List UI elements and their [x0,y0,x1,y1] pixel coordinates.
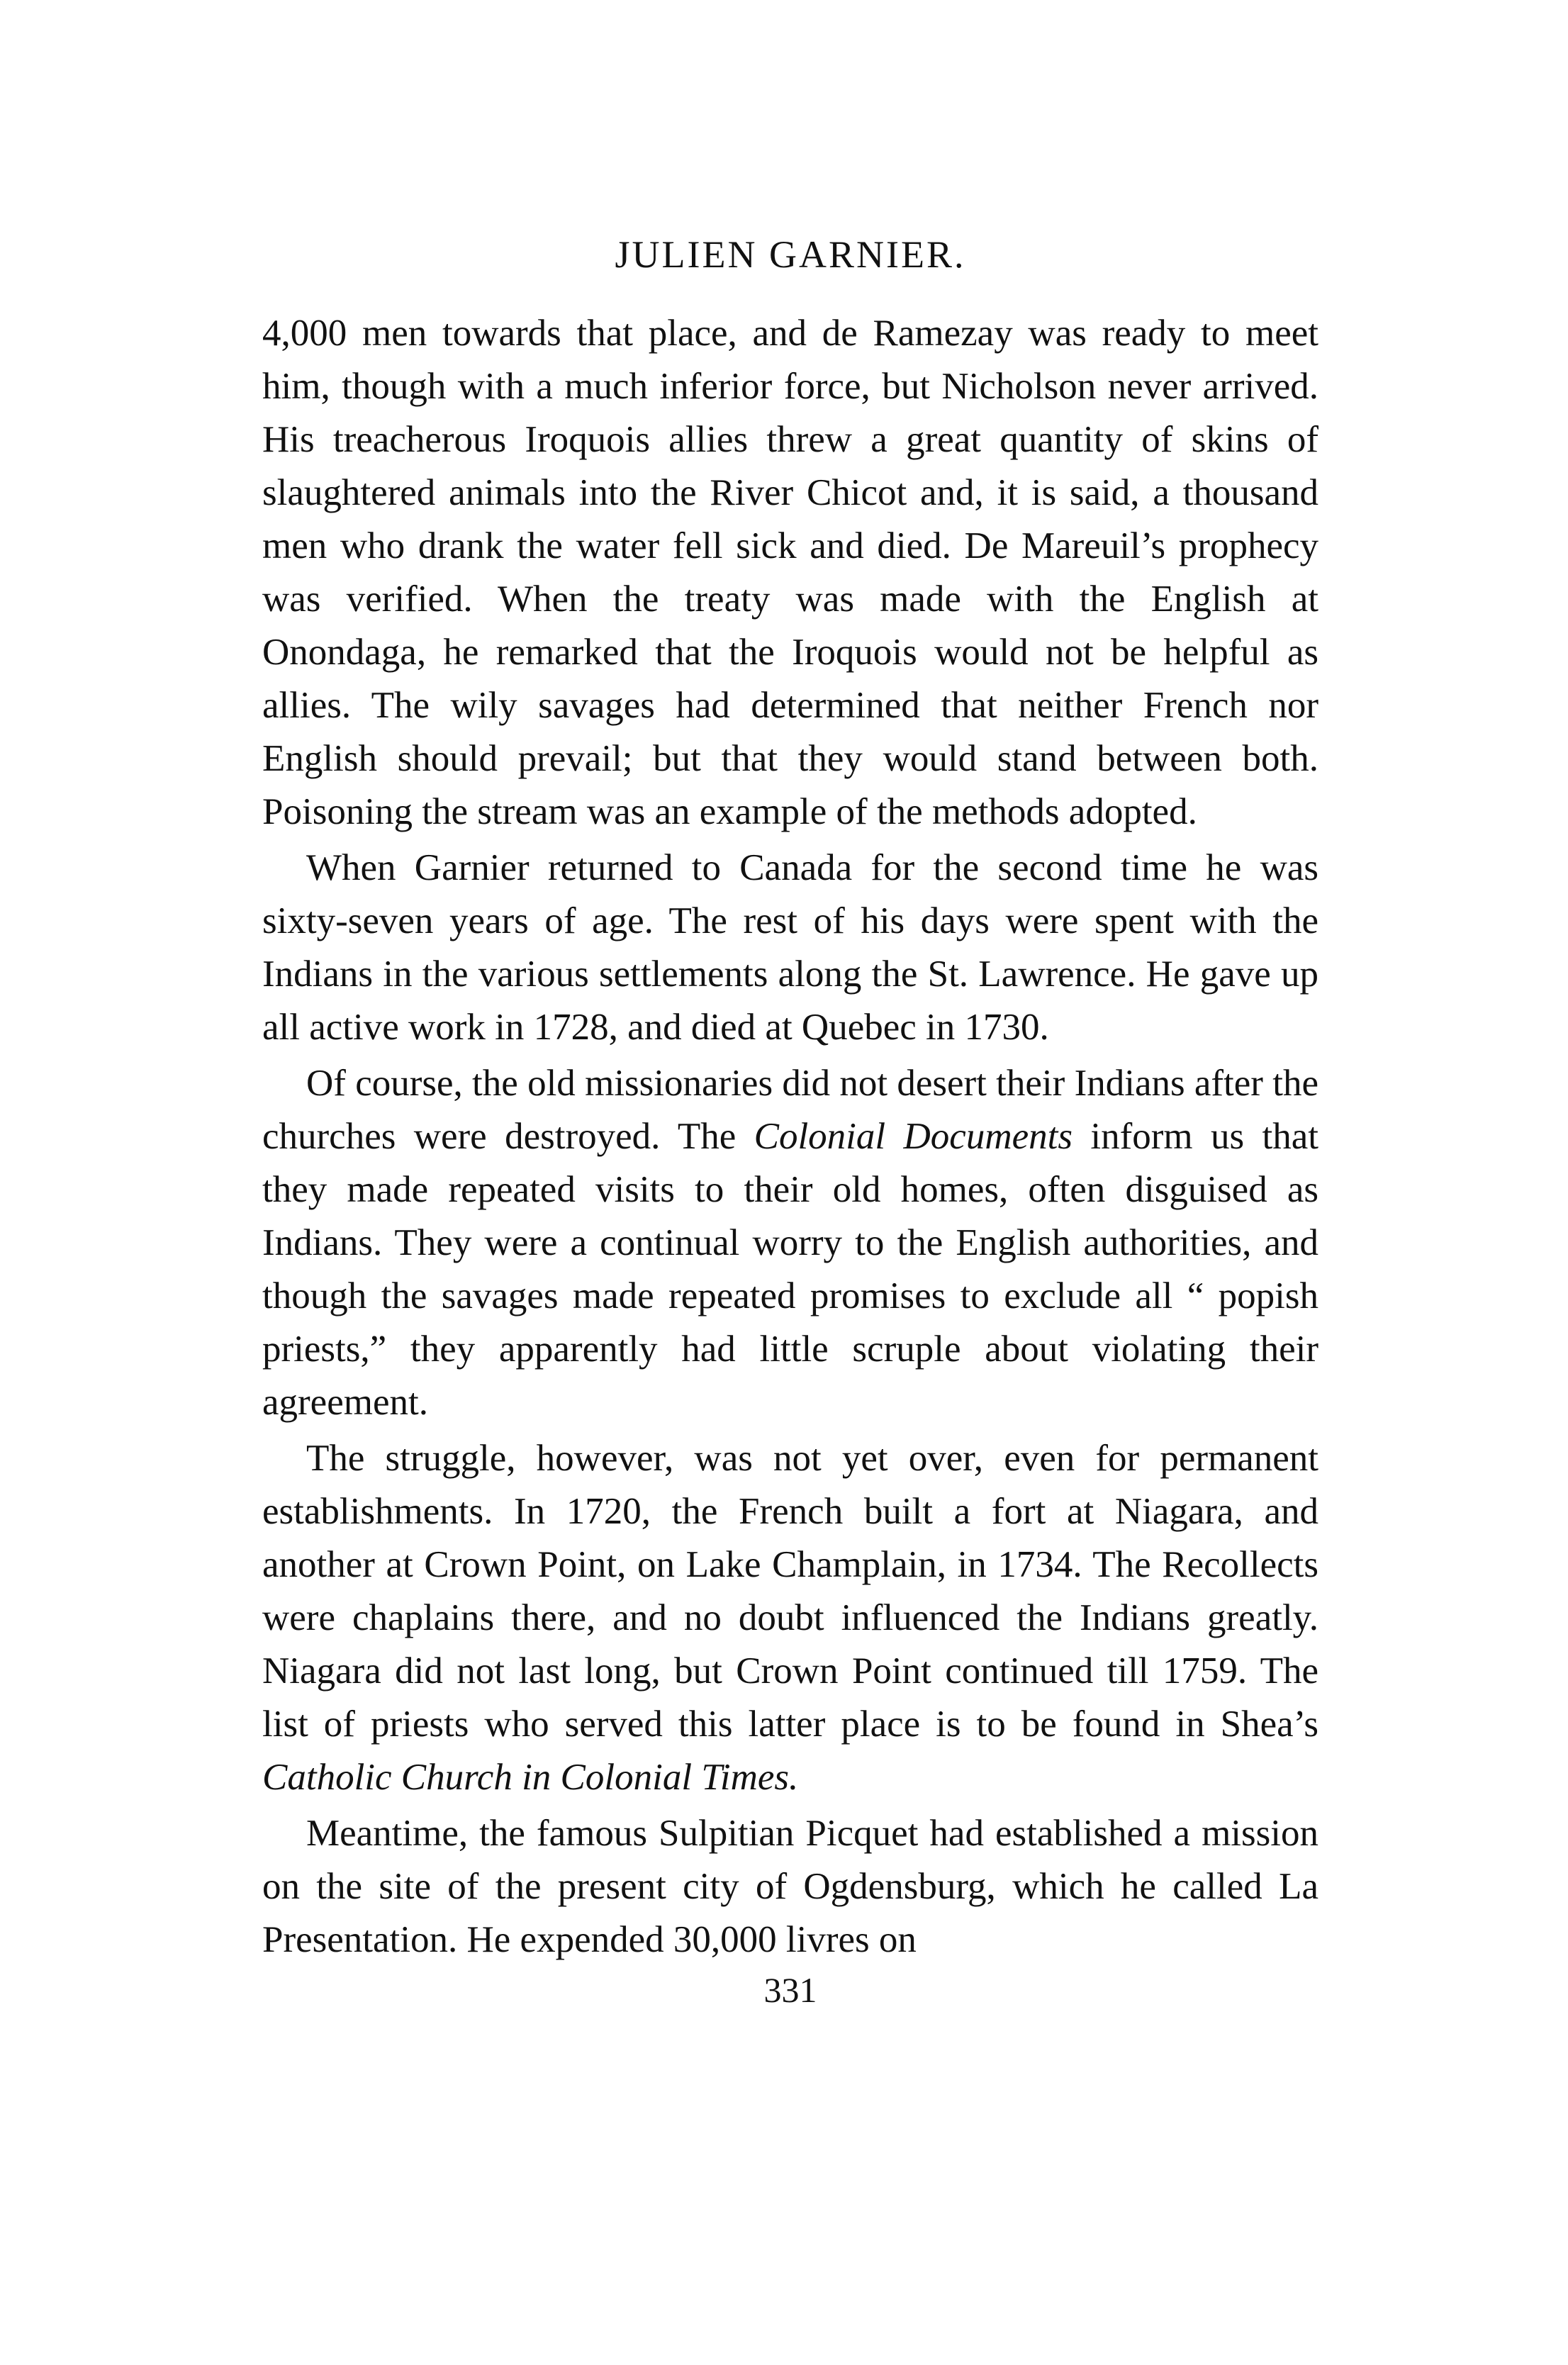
colonial-documents-title: Colonial Documents [754,1116,1073,1158]
paragraph-1 [262,307,1318,839]
paragraph-2-text: When Garnier returned to Canada for the second time he was sixty-seven years of age. The rest of his days were spent with the Indians in the various settlements along the St. Lawrence. He gave up all active work in 1728, and died at Quebec in 1730. [262,847,1318,1049]
paragraph-3 [262,1057,1318,1429]
paragraph-2 [262,842,1318,1054]
catholic-church-title: Catholic Church in Colonial Times. [262,1757,799,1799]
paragraph-4-text: The struggle, however, was not yet over, even for permanent establishments. In 1720, the French built a fort at Niagara, and another at Crown Point, on Lake Champlain, in 1734. The Recollects were chaplains there, and no doubt influenced the Indians greatly. Niagara did not last long, but Crown Point continued till 1759. The list of priests who served this latter place is to be found in Shea’s [262,1438,1318,1745]
page-number: 331 [763,1970,817,2011]
paragraph-5 [262,1807,1318,1967]
paragraph-5-text: Meantime, the famous Sulpitian Picquet had established a mission on the site of the present city of Ogdensburg, which he called La Presentation. He expended 30,000 livres on [262,1813,1318,1961]
body-text [262,307,1318,1967]
paragraph-1-text: 4,000 men towards that place, and de Ramezay was ready to meet him, though with a much inferior force, but Nicholson never arrived. His treacherous Iroquois allies threw a great quantity of skins of slaughtered animals into the River Chicot and, it is said, a thousand men who drank the water fell sick and died. De Mareuil’s prophecy was verified. When the treaty was made with the English at Onondaga, he remarked that the Iroquois would not be helpful as allies. The wily savages had determined that neither French nor English should prevail; but that they would stand between both. Poisoning the stream was an example of the methods adopted. [262,313,1318,833]
paragraph-4 [262,1432,1318,1804]
book-page [262,234,1318,2010]
paragraph-3-text-a: Of course, the old missionaries did not desert their Indians after the churches were destroyed. The [262,1063,1318,1158]
running-head: JULIEN GARNIER. [615,233,966,276]
paragraph-3-text-b: inform us that they made repeated visits to their old homes, often disguised as Indians. They were a continual worry to the English authorities, and though the savages made repeated promises to exclude all “ popish priests,” they apparently had little scruple about violating their agreement. [262,1116,1318,1424]
